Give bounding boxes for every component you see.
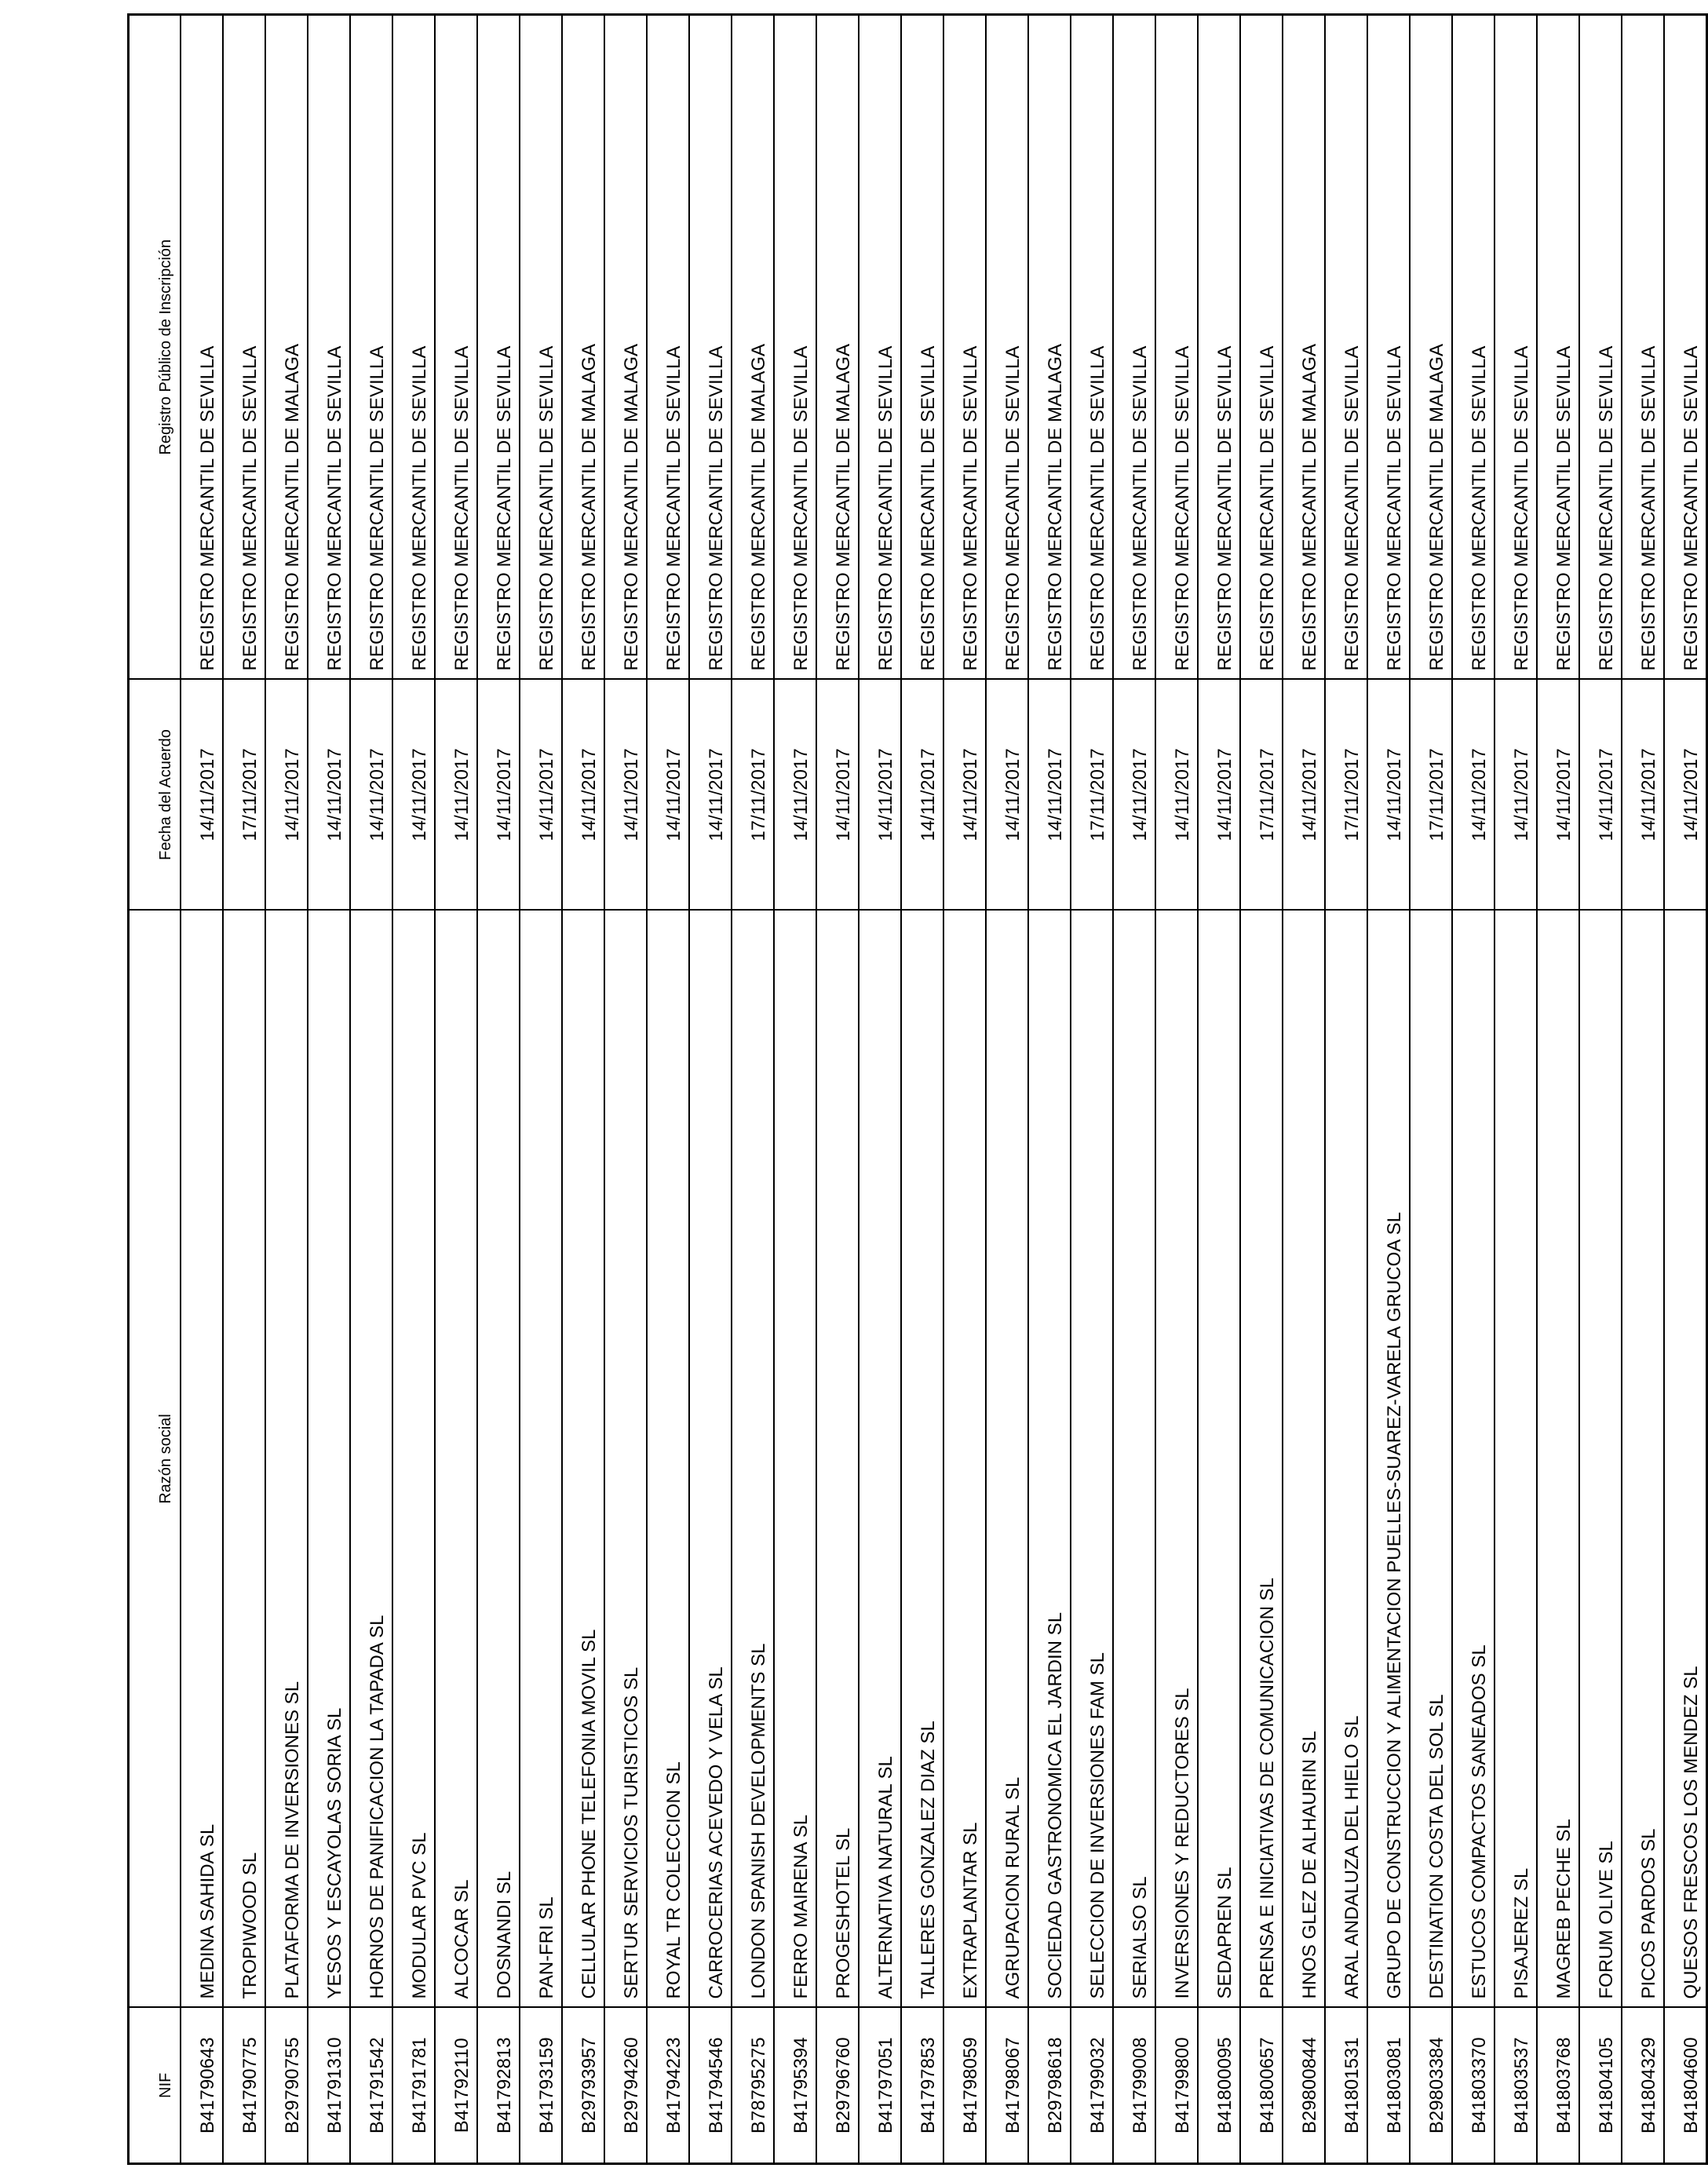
cell-razon-social: CARROCERIAS ACEVEDO Y VELA SL [689,911,732,2008]
cell-fecha-acuerdo: 17/11/2017 [1325,680,1367,911]
table-row [1579,15,1622,2164]
table-row [943,15,986,2164]
cell-nif: B29798618 [1028,2008,1071,2164]
cell-registro: REGISTRO MERCANTIL DE SEVILLA [435,15,477,680]
cell-razon-social: ESTUCOS COMPACTOS SANEADOS SL [1452,911,1494,2008]
header-registro: Registro Público de Inscripción [129,15,181,680]
cell-registro: REGISTRO MERCANTIL DE MALAGA [732,15,774,680]
cell-razon-social: YESOS Y ESCAYOLAS SORIA SL [308,911,350,2008]
table-row [477,15,520,2164]
cell-fecha-acuerdo: 14/11/2017 [1494,680,1537,911]
header-fecha-acuerdo: Fecha del Acuerdo [129,680,181,911]
cell-fecha-acuerdo: 14/11/2017 [986,680,1028,911]
cell-registro: REGISTRO MERCANTIL DE SEVILLA [986,15,1028,680]
table-row [392,15,435,2164]
cell-razon-social: TALLERES GONZALEZ DIAZ SL [901,911,943,2008]
table-row [816,15,859,2164]
cell-fecha-acuerdo: 14/11/2017 [265,680,308,911]
cell-registro: REGISTRO MERCANTIL DE SEVILLA [901,15,943,680]
cell-fecha-acuerdo: 14/11/2017 [604,680,647,911]
cell-nif: B41791310 [308,2008,350,2164]
table-row [1664,15,1707,2164]
cell-registro: REGISTRO MERCANTIL DE SEVILLA [943,15,986,680]
cell-nif: B29800844 [1283,2008,1325,2164]
cell-registro: REGISTRO MERCANTIL DE SEVILLA [1198,15,1240,680]
table-row [308,15,350,2164]
cell-nif: B41797051 [859,2008,901,2164]
cell-registro: REGISTRO MERCANTIL DE SEVILLA [1537,15,1579,680]
table-row [1452,15,1494,2164]
cell-nif: B41795394 [774,2008,816,2164]
cell-fecha-acuerdo: 14/11/2017 [1283,680,1325,911]
table-row [181,15,223,2164]
cell-fecha-acuerdo: 17/11/2017 [1240,680,1283,911]
cell-nif: B41791781 [392,2008,435,2164]
cell-nif: B41799032 [1071,2008,1113,2164]
cell-razon-social: CELLULAR PHONE TELEFONIA MOVIL SL [562,911,604,2008]
cell-registro: REGISTRO MERCANTIL DE MALAGA [1028,15,1071,680]
cell-registro: REGISTRO MERCANTIL DE SEVILLA [1155,15,1198,680]
cell-nif: B41804329 [1622,2008,1664,2164]
table-row [986,15,1028,2164]
table-row [520,15,562,2164]
cell-nif: B41804600 [1664,2008,1707,2164]
cell-fecha-acuerdo: 14/11/2017 [1028,680,1071,911]
cell-razon-social: SERTUR SERVICIOS TURISTICOS SL [604,911,647,2008]
cell-registro: REGISTRO MERCANTIL DE SEVILLA [1367,15,1410,680]
cell-nif: B41803768 [1537,2008,1579,2164]
cell-nif: B41794546 [689,2008,732,2164]
cell-registro: REGISTRO MERCANTIL DE SEVILLA [1113,15,1155,680]
cell-nif: B41801531 [1325,2008,1367,2164]
cell-registro: REGISTRO MERCANTIL DE SEVILLA [859,15,901,680]
cell-fecha-acuerdo: 14/11/2017 [1452,680,1494,911]
cell-fecha-acuerdo: 14/11/2017 [1113,680,1155,911]
cell-razon-social: EXTRAPLANTAR SL [943,911,986,2008]
table-row [223,15,265,2164]
cell-nif: B41797853 [901,2008,943,2164]
cell-nif: B29790755 [265,2008,308,2164]
cell-nif: B41800657 [1240,2008,1283,2164]
table-row [1622,15,1664,2164]
table-row [1537,15,1579,2164]
table-row [1198,15,1240,2164]
cell-registro: REGISTRO MERCANTIL DE SEVILLA [1494,15,1537,680]
cell-razon-social: LONDON SPANISH DEVELOPMENTS SL [732,911,774,2008]
cell-razon-social: PLATAFORMA DE INVERSIONES SL [265,911,308,2008]
table-row [265,15,308,2164]
table-body [181,15,1707,2164]
cell-razon-social: SERIALSO SL [1113,911,1155,2008]
cell-nif: B29803384 [1410,2008,1452,2164]
cell-razon-social: INVERSIONES Y REDUCTORES SL [1155,911,1198,2008]
cell-nif: B41798059 [943,2008,986,2164]
cell-razon-social: FORUM OLIVE SL [1579,911,1622,2008]
cell-registro: REGISTRO MERCANTIL DE SEVILLA [1664,15,1707,680]
table-row [1325,15,1367,2164]
cell-fecha-acuerdo: 14/11/2017 [477,680,520,911]
table-row [1283,15,1325,2164]
table-row [901,15,943,2164]
cell-razon-social: PAN-FRI SL [520,911,562,2008]
cell-fecha-acuerdo: 14/11/2017 [1664,680,1707,911]
cell-fecha-acuerdo: 14/11/2017 [435,680,477,911]
cell-nif: B41799008 [1113,2008,1155,2164]
cell-fecha-acuerdo: 14/11/2017 [689,680,732,911]
cell-registro: REGISTRO MERCANTIL DE SEVILLA [223,15,265,680]
cell-registro: REGISTRO MERCANTIL DE SEVILLA [308,15,350,680]
cell-registro: REGISTRO MERCANTIL DE MALAGA [1283,15,1325,680]
cell-nif: B29796760 [816,2008,859,2164]
cell-razon-social: MEDINA SAHIDA SL [181,911,223,2008]
table-row [1410,15,1452,2164]
cell-fecha-acuerdo: 17/11/2017 [1410,680,1452,911]
cell-razon-social: QUESOS FRESCOS LOS MENDEZ SL [1664,911,1707,2008]
cell-fecha-acuerdo: 14/11/2017 [392,680,435,911]
cell-nif: B41790643 [181,2008,223,2164]
cell-registro: REGISTRO MERCANTIL DE SEVILLA [477,15,520,680]
table-row [1155,15,1198,2164]
cell-nif: B41792110 [435,2008,477,2164]
cell-nif: B41798067 [986,2008,1028,2164]
cell-nif: B41799800 [1155,2008,1198,2164]
cell-registro: REGISTRO MERCANTIL DE MALAGA [562,15,604,680]
cell-razon-social: FERRO MAIRENA SL [774,911,816,2008]
cell-registro: REGISTRO MERCANTIL DE MALAGA [604,15,647,680]
rotated-table-wrapper [127,16,1702,2165]
table-row [1240,15,1283,2164]
cell-registro: REGISTRO MERCANTIL DE MALAGA [265,15,308,680]
cell-razon-social: MODULAR PVC SL [392,911,435,2008]
cell-fecha-acuerdo: 17/11/2017 [223,680,265,911]
cell-nif: B41803537 [1494,2008,1537,2164]
table-row [859,15,901,2164]
cell-nif: B41790775 [223,2008,265,2164]
table-row [732,15,774,2164]
table-row [1071,15,1113,2164]
table-row [562,15,604,2164]
cell-fecha-acuerdo: 14/11/2017 [308,680,350,911]
cell-razon-social: DOSNANDI SL [477,911,520,2008]
cell-nif: B29793957 [562,2008,604,2164]
cell-razon-social: TROPIWOOD SL [223,911,265,2008]
cell-nif: B41793159 [520,2008,562,2164]
cell-razon-social: ARAL ANDALUZA DEL HIELO SL [1325,911,1367,2008]
cell-registro: REGISTRO MERCANTIL DE SEVILLA [1325,15,1367,680]
header-row [129,15,181,2164]
table-row [689,15,732,2164]
table-row [1113,15,1155,2164]
cell-fecha-acuerdo: 14/11/2017 [774,680,816,911]
cell-fecha-acuerdo: 14/11/2017 [1579,680,1622,911]
table-row [1367,15,1410,2164]
cell-razon-social: SELECCION DE INVERSIONES FAM SL [1071,911,1113,2008]
table-row [435,15,477,2164]
cell-nif: B78795275 [732,2008,774,2164]
cell-fecha-acuerdo: 14/11/2017 [1537,680,1579,911]
cell-fecha-acuerdo: 14/11/2017 [647,680,689,911]
cell-registro: REGISTRO MERCANTIL DE MALAGA [1410,15,1452,680]
cell-registro: REGISTRO MERCANTIL DE SEVILLA [1240,15,1283,680]
table-row [1028,15,1071,2164]
cell-razon-social: PRENSA E INICIATIVAS DE COMUNICACION SL [1240,911,1283,2008]
header-nif: NIF [129,2008,181,2164]
table-row [647,15,689,2164]
cell-fecha-acuerdo: 14/11/2017 [520,680,562,911]
cell-razon-social: PISAJEREZ SL [1494,911,1537,2008]
cell-nif: B41804105 [1579,2008,1622,2164]
cell-registro: REGISTRO MERCANTIL DE SEVILLA [1452,15,1494,680]
cell-nif: B41803081 [1367,2008,1410,2164]
cell-razon-social: SOCIEDAD GASTRONOMICA EL JARDIN SL [1028,911,1071,2008]
cell-razon-social: MAGREB PECHE SL [1537,911,1579,2008]
cell-fecha-acuerdo: 14/11/2017 [1622,680,1664,911]
cell-razon-social: ROYAL TR COLECCION SL [647,911,689,2008]
cell-registro: REGISTRO MERCANTIL DE SEVILLA [689,15,732,680]
cell-razon-social: HORNOS DE PANIFICACION LA TAPADA SL [350,911,392,2008]
cell-registro: REGISTRO MERCANTIL DE SEVILLA [392,15,435,680]
cell-registro: REGISTRO MERCANTIL DE SEVILLA [1071,15,1113,680]
cell-razon-social: ALCOCAR SL [435,911,477,2008]
cell-fecha-acuerdo: 14/11/2017 [943,680,986,911]
cell-razon-social: AGRUPACION RURAL SL [986,911,1028,2008]
cell-fecha-acuerdo: 14/11/2017 [901,680,943,911]
cell-nif: B41791542 [350,2008,392,2164]
cell-nif: B41800095 [1198,2008,1240,2164]
cell-razon-social: DESTINATION COSTA DEL SOL SL [1410,911,1452,2008]
cell-fecha-acuerdo: 17/11/2017 [732,680,774,911]
cell-registro: REGISTRO MERCANTIL DE SEVILLA [1622,15,1664,680]
table-header [129,15,181,2164]
cell-razon-social: GRUPO DE CONSTRUCCION Y ALIMENTACION PUELLES-SUAREZ-VARELA GRUCOA SL [1367,911,1410,2008]
cell-fecha-acuerdo: 14/11/2017 [859,680,901,911]
cell-registro: REGISTRO MERCANTIL DE MALAGA [816,15,859,680]
cell-razon-social: ALTERNATIVA NATURAL SL [859,911,901,2008]
cell-fecha-acuerdo: 14/11/2017 [350,680,392,911]
cell-razon-social: SEDAPREN SL [1198,911,1240,2008]
cell-fecha-acuerdo: 14/11/2017 [1198,680,1240,911]
cell-fecha-acuerdo: 14/11/2017 [562,680,604,911]
cell-nif: B29794260 [604,2008,647,2164]
cell-fecha-acuerdo: 14/11/2017 [816,680,859,911]
cell-nif: B41794223 [647,2008,689,2164]
table-row [774,15,816,2164]
cell-razon-social: HNOS GLEZ DE ALHAURIN SL [1283,911,1325,2008]
cell-registro: REGISTRO MERCANTIL DE SEVILLA [181,15,223,680]
cell-registro: REGISTRO MERCANTIL DE SEVILLA [520,15,562,680]
cell-registro: REGISTRO MERCANTIL DE SEVILLA [350,15,392,680]
cell-fecha-acuerdo: 14/11/2017 [181,680,223,911]
table-row [604,15,647,2164]
cell-razon-social: PICOS PARDOS SL [1622,911,1664,2008]
cell-fecha-acuerdo: 17/11/2017 [1071,680,1113,911]
table-row [350,15,392,2164]
cell-registro: REGISTRO MERCANTIL DE SEVILLA [647,15,689,680]
cell-fecha-acuerdo: 14/11/2017 [1367,680,1410,911]
registry-table [127,13,1708,2165]
cell-razon-social: PROGESHOTEL SL [816,911,859,2008]
cell-nif: B41803370 [1452,2008,1494,2164]
header-razon-social: Razón social [129,911,181,2008]
table-row [1494,15,1537,2164]
cell-nif: B41792813 [477,2008,520,2164]
cell-registro: REGISTRO MERCANTIL DE SEVILLA [774,15,816,680]
cell-registro: REGISTRO MERCANTIL DE SEVILLA [1579,15,1622,680]
cell-fecha-acuerdo: 14/11/2017 [1155,680,1198,911]
